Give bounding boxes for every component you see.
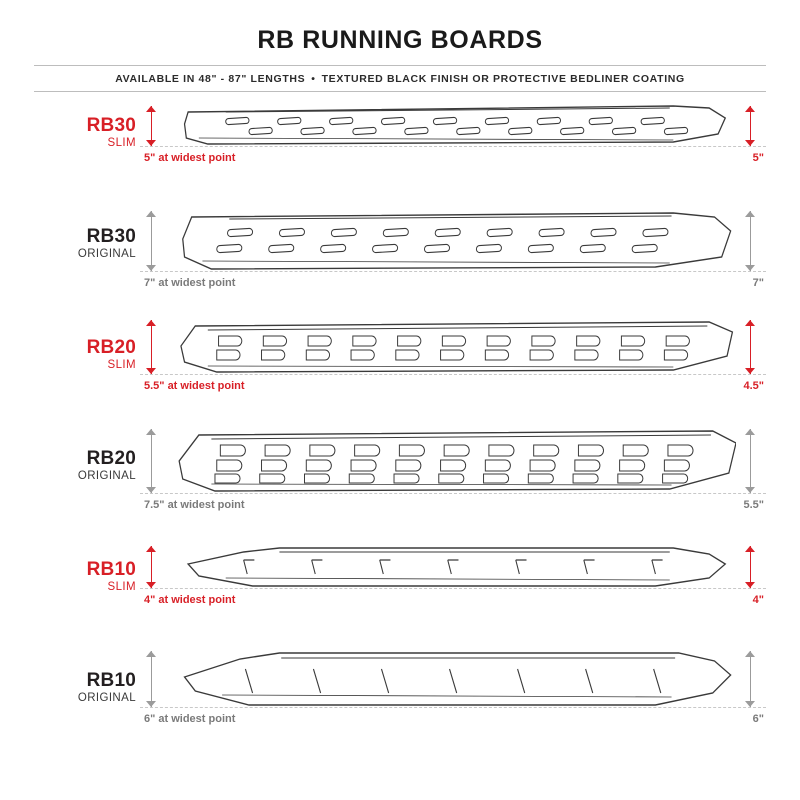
row-content: [34, 316, 766, 427]
width-measurement: 4" at widest point: [144, 594, 236, 606]
model-name: RB10: [86, 670, 136, 691]
width-measurement: 7" at widest point: [144, 277, 236, 289]
height-measurement: 5.5": [743, 499, 764, 511]
arrow-head-up-icon: [745, 651, 755, 657]
board-illustration: [172, 427, 736, 507]
row-content: [34, 649, 766, 760]
header: [34, 0, 766, 92]
arrow-head-down-icon: [146, 487, 156, 493]
model-label: [40, 449, 136, 483]
height-measurement: 4.5": [743, 380, 764, 392]
arrow-shaft: [151, 320, 152, 374]
arrow-shaft: [750, 211, 751, 271]
arrow-head-up-icon: [745, 546, 755, 552]
subtitle-left-text: AVAILABLE IN 48" - 87" LENGTHS: [115, 73, 306, 85]
width-measurement: 7.5" at widest point: [144, 499, 245, 511]
arrow-shaft: [151, 429, 152, 493]
board-illustration: [172, 649, 736, 729]
height-arrow-left: [146, 320, 157, 374]
model-variant: ORIGINAL: [77, 470, 136, 482]
model-label: [40, 338, 136, 372]
arrow-head-down-icon: [146, 582, 156, 588]
height-measurement: 6": [752, 713, 764, 725]
width-measurement: 5" at widest point: [144, 152, 236, 164]
model-variant: SLIM: [107, 359, 136, 371]
model-name: RB10: [86, 559, 136, 580]
model-name: RB20: [86, 448, 136, 469]
arrow-head-up-icon: [146, 320, 156, 326]
model-variant: ORIGINAL: [77, 692, 136, 704]
height-arrow-right: [745, 546, 756, 588]
board-row-rb20-slim: [34, 316, 766, 427]
arrow-head-down-icon: [745, 368, 755, 374]
board-row-rb30-original: [34, 205, 766, 316]
board-illustration: [172, 316, 736, 396]
model-label: [40, 227, 136, 261]
height-arrow-left: [146, 211, 157, 271]
height-arrow-left: [146, 429, 157, 493]
arrow-head-up-icon: [745, 429, 755, 435]
arrow-shaft: [151, 211, 152, 271]
height-arrow-right: [745, 651, 756, 707]
model-name: RB30: [86, 115, 136, 136]
arrow-head-down-icon: [146, 140, 156, 146]
subtitle-right-text: TEXTURED BLACK FINISH OR PROTECTIVE BEDLINER COATING: [321, 73, 685, 85]
subtitle: [34, 73, 766, 85]
arrow-shaft: [151, 651, 152, 707]
arrow-head-up-icon: [146, 211, 156, 217]
arrow-head-up-icon: [745, 211, 755, 217]
model-name: RB20: [86, 337, 136, 358]
arrow-shaft: [750, 651, 751, 707]
row-content: [34, 205, 766, 316]
width-measurement: 6" at widest point: [144, 713, 236, 725]
height-arrow-left: [146, 106, 157, 146]
row-content: [34, 538, 766, 649]
board-row-rb10-original: [34, 649, 766, 760]
board-row-rb20-original: [34, 427, 766, 538]
model-label: [40, 560, 136, 594]
height-measurement: 7": [752, 277, 764, 289]
height-measurement: 4": [752, 594, 764, 606]
board-row-rb10-slim: [34, 538, 766, 649]
arrow-shaft: [750, 429, 751, 493]
arrow-head-down-icon: [745, 582, 755, 588]
row-content: [34, 427, 766, 538]
model-variant: ORIGINAL: [77, 248, 136, 260]
arrow-head-up-icon: [146, 429, 156, 435]
arrow-head-down-icon: [745, 140, 755, 146]
board-illustration: [172, 94, 736, 174]
model-name: RB30: [86, 226, 136, 247]
arrow-head-down-icon: [146, 701, 156, 707]
subtitle-bar: [34, 65, 766, 92]
model-label: [40, 671, 136, 705]
model-variant: SLIM: [107, 581, 136, 593]
height-arrow-right: [745, 211, 756, 271]
board-rows: [34, 94, 766, 760]
arrow-head-up-icon: [745, 106, 755, 112]
arrow-head-down-icon: [745, 701, 755, 707]
height-arrow-right: [745, 320, 756, 374]
arrow-head-down-icon: [146, 265, 156, 271]
row-content: [34, 94, 766, 205]
arrow-head-down-icon: [146, 368, 156, 374]
height-measurement: 5": [752, 152, 764, 164]
model-label: [40, 116, 136, 150]
page-title: RB RUNNING BOARDS: [257, 26, 543, 54]
arrow-head-down-icon: [745, 487, 755, 493]
board-illustration: [172, 538, 736, 618]
arrow-head-up-icon: [146, 106, 156, 112]
height-arrow-left: [146, 546, 157, 588]
height-arrow-right: [745, 106, 756, 146]
board-row-rb30-slim: [34, 94, 766, 205]
subtitle-separator: •: [311, 73, 316, 85]
arrow-head-down-icon: [745, 265, 755, 271]
arrow-head-up-icon: [146, 546, 156, 552]
arrow-head-up-icon: [146, 651, 156, 657]
arrow-head-up-icon: [745, 320, 755, 326]
height-arrow-left: [146, 651, 157, 707]
arrow-shaft: [750, 320, 751, 374]
model-variant: SLIM: [107, 137, 136, 149]
board-illustration: [172, 205, 736, 285]
width-measurement: 5.5" at widest point: [144, 380, 245, 392]
height-arrow-right: [745, 429, 756, 493]
